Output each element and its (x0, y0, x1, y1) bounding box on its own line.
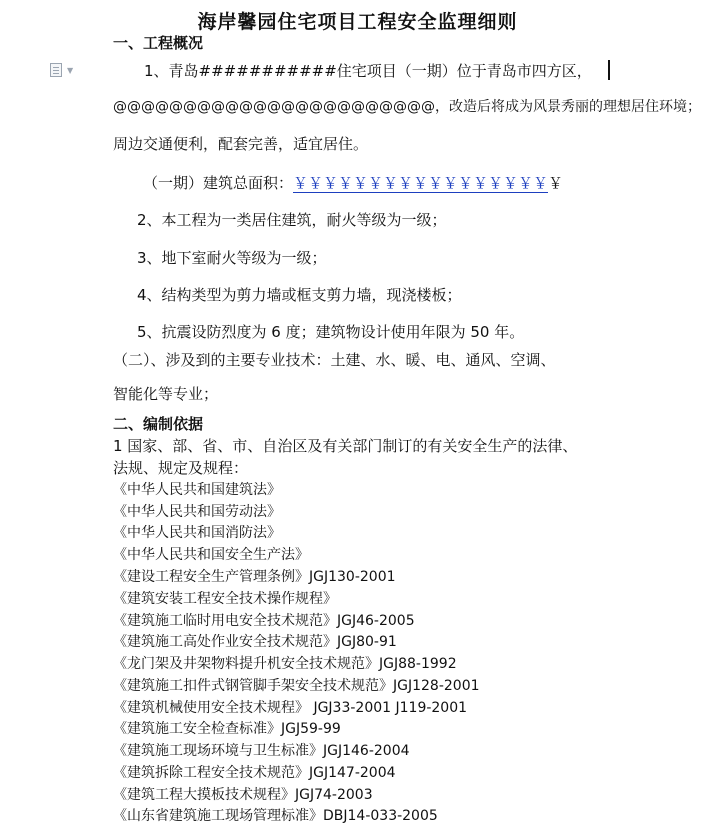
reference-item: 《建筑安装工程安全技术操作规程》 (113, 591, 337, 607)
item-3: 3、地下室耐火等级为一级； (137, 249, 327, 267)
paragraph-1-line-2: @@@@@@@@@@@@@@@@@@@@@@@，改造后将成为风景秀丽的理想居住环境； (113, 99, 701, 115)
section2-heading: 二、编制依据 (113, 415, 204, 433)
reference-item: 《建筑施工高处作业安全技术规范》JGJ80-91 (113, 634, 397, 650)
reference-item: 《建筑施工临时用电安全技术规范》JGJ46-2005 (113, 613, 415, 629)
item-2: 2、本工程为一类居住建筑，耐火等级为一级； (137, 211, 447, 229)
intro-line-1: 1 国家、部、省、市、自治区及有关部门制订的有关安全生产的法律、 (113, 437, 578, 455)
reference-item: 《中华人民共和国消防法》 (113, 525, 281, 541)
text-cursor (608, 60, 610, 80)
reference-item: 《建筑机械使用安全技术规程》 JGJ33-2001 J119-2001 (113, 700, 468, 716)
reference-item: 《中华人民共和国安全生产法》 (113, 547, 309, 563)
area-label: （一期）建筑总面积： (143, 174, 294, 192)
reference-item: 《建筑工程大摸板技术规程》JGJ74-2003 (113, 787, 373, 803)
document-title: 海岸馨园住宅项目工程安全监理细则 (197, 11, 518, 33)
area-line (143, 173, 563, 193)
area-tail: ￥ (548, 174, 564, 192)
reference-item: 《龙门架及井架物料提升机安全技术规范》JGJ88-1992 (113, 656, 457, 672)
reference-item: 《建筑施工安全检查标准》JGJ59-99 (113, 721, 341, 737)
document-icon[interactable] (50, 63, 62, 77)
reference-item: 《建设工程安全生产管理条例》JGJ130-2001 (113, 569, 396, 585)
paragraph-1-line-1: 1、青岛###########住宅项目（一期）位于青岛市四方区， (144, 62, 592, 80)
tech-line-2: 智能化等专业； (113, 385, 219, 403)
reference-item: 《建筑施工扣件式钢管脚手架安全技术规范》JGJ128-2001 (113, 678, 480, 694)
reference-item: 《建筑施工现场环境与卫生标准》JGJ146-2004 (113, 743, 410, 759)
section1-heading: 一、工程概况 (113, 34, 204, 52)
reference-item: 《建筑拆除工程安全技术规范》JGJ147-2004 (113, 765, 396, 781)
item-4: 4、结构类型为剪力墙或框支剪力墙，现浇楼板； (137, 286, 462, 304)
intro-line-2: 法规、规定及规程： (113, 459, 249, 477)
tech-line-1: （二）、涉及到的主要专业技术：土建、水、暖、电、通风、空调、 (113, 351, 556, 369)
reference-item: 《山东省建筑施工现场管理标准》DBJ14-033-2005 (113, 808, 438, 824)
area-value: ￥￥￥￥￥￥￥￥￥￥￥￥￥￥￥￥￥ (293, 174, 549, 192)
paragraph-1-line-3: 周边交通便利，配套完善，适宜居住。 (113, 135, 369, 153)
reference-item: 《中华人民共和国建筑法》 (113, 482, 281, 498)
reference-item: 《中华人民共和国劳动法》 (113, 504, 281, 520)
item-5: 5、抗震设防烈度为 6 度；建筑物设计使用年限为 50 年。 (137, 323, 525, 341)
chevron-down-icon[interactable]: ▼ (67, 66, 74, 75)
